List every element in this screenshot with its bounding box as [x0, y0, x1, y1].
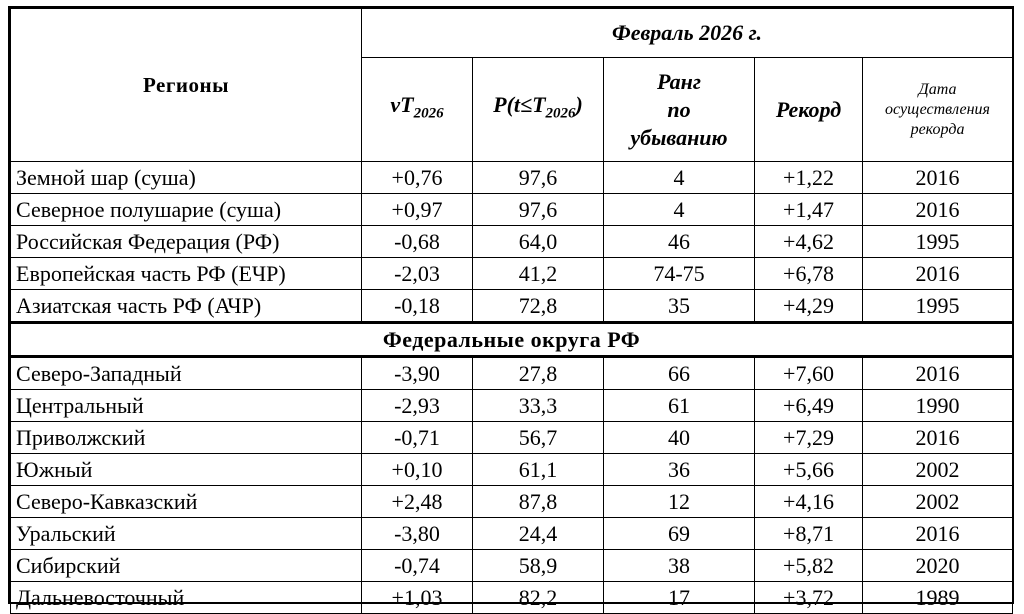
cell-record: +7,29 — [755, 422, 863, 454]
table-row — [11, 162, 1013, 194]
cell-name: Приволжский — [11, 422, 362, 454]
data-table — [10, 8, 1013, 614]
cell-vt: -3,80 — [362, 518, 473, 550]
table-row — [11, 486, 1013, 518]
cell-year: 1995 — [863, 290, 1013, 323]
temperature-anomaly-table — [8, 6, 1014, 610]
cell-record: +4,29 — [755, 290, 863, 323]
cell-year: 2016 — [863, 357, 1013, 390]
cell-vt: -2,03 — [362, 258, 473, 290]
cell-p: 87,8 — [473, 486, 604, 518]
cell-year: 2002 — [863, 486, 1013, 518]
cell-vt: -3,90 — [362, 357, 473, 390]
cell-year: 1995 — [863, 226, 1013, 258]
table-row — [11, 390, 1013, 422]
cell-year: 1990 — [863, 390, 1013, 422]
cell-vt: +2,48 — [362, 486, 473, 518]
cell-year: 2016 — [863, 258, 1013, 290]
cell-p: 33,3 — [473, 390, 604, 422]
table-row — [11, 518, 1013, 550]
cell-vt: +0,97 — [362, 194, 473, 226]
cell-record: +4,16 — [755, 486, 863, 518]
cell-record: +5,66 — [755, 454, 863, 486]
month-header: Февраль 2026 г. — [362, 9, 1013, 58]
cell-record: +1,47 — [755, 194, 863, 226]
cell-year: 2016 — [863, 194, 1013, 226]
cell-rank: 36 — [604, 454, 755, 486]
cell-p: 82,2 — [473, 582, 604, 614]
cell-rank: 35 — [604, 290, 755, 323]
cell-year: 1989 — [863, 582, 1013, 614]
cell-vt: -0,74 — [362, 550, 473, 582]
table-row — [11, 454, 1013, 486]
cell-p: 64,0 — [473, 226, 604, 258]
table-row — [11, 290, 1013, 323]
cell-record: +1,22 — [755, 162, 863, 194]
table-row — [11, 550, 1013, 582]
cell-vt: -2,93 — [362, 390, 473, 422]
cell-year: 2020 — [863, 550, 1013, 582]
cell-rank: 38 — [604, 550, 755, 582]
cell-name: Сибирский — [11, 550, 362, 582]
cell-p: 27,8 — [473, 357, 604, 390]
cell-p: 61,1 — [473, 454, 604, 486]
cell-p: 97,6 — [473, 194, 604, 226]
section-title: Федеральные округа РФ — [11, 323, 1013, 357]
table-row — [11, 258, 1013, 290]
cell-record: +8,71 — [755, 518, 863, 550]
cell-vt: -0,71 — [362, 422, 473, 454]
regions-header: Регионы — [11, 9, 362, 162]
cell-record: +6,78 — [755, 258, 863, 290]
cell-name: Дальневосточный — [11, 582, 362, 614]
cell-name: Северо-Кавказский — [11, 486, 362, 518]
table-row — [11, 422, 1013, 454]
cell-rank: 17 — [604, 582, 755, 614]
record-header: Рекорд — [755, 58, 863, 162]
cell-record: +3,72 — [755, 582, 863, 614]
cell-rank: 69 — [604, 518, 755, 550]
table-row — [11, 226, 1013, 258]
cell-p: 58,9 — [473, 550, 604, 582]
cell-p: 41,2 — [473, 258, 604, 290]
cell-record: +5,82 — [755, 550, 863, 582]
cell-name: Российская Федерация (РФ) — [11, 226, 362, 258]
cell-rank: 61 — [604, 390, 755, 422]
cell-vt: +0,76 — [362, 162, 473, 194]
cell-p: 72,8 — [473, 290, 604, 323]
cell-name: Земной шар (суша) — [11, 162, 362, 194]
cell-name: Европейская часть РФ (ЕЧР) — [11, 258, 362, 290]
header-row-month — [11, 9, 1013, 58]
cell-year: 2016 — [863, 162, 1013, 194]
cell-rank: 66 — [604, 357, 755, 390]
probability-header: $P(t\le T_{2026})$ — [473, 58, 604, 162]
table-row — [11, 582, 1013, 614]
cell-rank: 4 — [604, 162, 755, 194]
cell-vt: -0,68 — [362, 226, 473, 258]
cell-record: +6,49 — [755, 390, 863, 422]
cell-name: Центральный — [11, 390, 362, 422]
cell-vt: +0,10 — [362, 454, 473, 486]
cell-name: Уральский — [11, 518, 362, 550]
cell-year: 2016 — [863, 518, 1013, 550]
rank-header: Ранг по убыванию — [604, 58, 755, 162]
cell-rank: 4 — [604, 194, 755, 226]
cell-record: +4,62 — [755, 226, 863, 258]
cell-vt: +1,03 — [362, 582, 473, 614]
cell-year: 2016 — [863, 422, 1013, 454]
cell-rank: 12 — [604, 486, 755, 518]
vt-header: $vT_{2026}$ — [362, 58, 473, 162]
cell-name: Северное полушарие (суша) — [11, 194, 362, 226]
cell-name: Южный — [11, 454, 362, 486]
cell-p: 56,7 — [473, 422, 604, 454]
section-row — [11, 323, 1013, 357]
cell-year: 2002 — [863, 454, 1013, 486]
cell-rank: 40 — [604, 422, 755, 454]
cell-rank: 74-75 — [604, 258, 755, 290]
cell-p: 97,6 — [473, 162, 604, 194]
record-date-header: Дата осуществления рекорда — [863, 58, 1013, 162]
cell-record: +7,60 — [755, 357, 863, 390]
cell-name: Северо-Западный — [11, 357, 362, 390]
cell-p: 24,4 — [473, 518, 604, 550]
cell-name: Азиатская часть РФ (АЧР) — [11, 290, 362, 323]
table-row — [11, 194, 1013, 226]
table-row — [11, 357, 1013, 390]
cell-rank: 46 — [604, 226, 755, 258]
cell-vt: -0,18 — [362, 290, 473, 323]
